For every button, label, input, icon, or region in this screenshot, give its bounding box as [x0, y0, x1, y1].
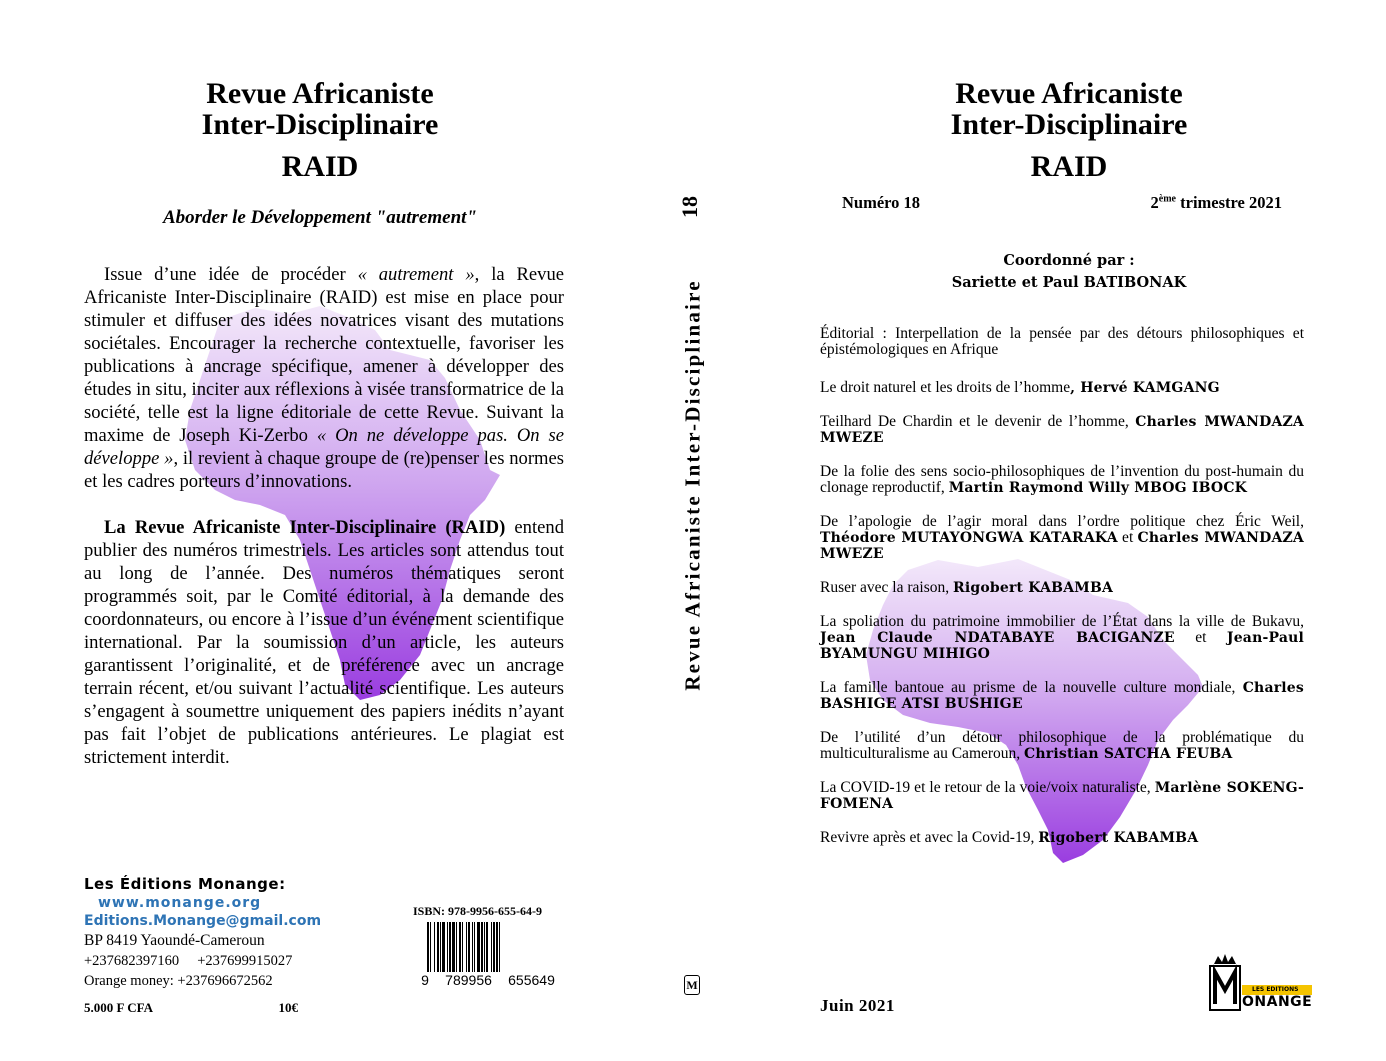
toc-item — [820, 730, 1304, 762]
para1-text-2: , la Revue Africaniste Inter-Disciplinaire (RAID) est mise en place pour stimuler et diffuser des idées novatrices visant des mutations sociétales. Encourager la recherche contextuelle, favoriser les publications à ancrage spécifique, amener à développer des études in situ, inciter aux réflexions à visée transformatrice de la société, telle est la ligne éditoriale de cette Revue. Suivant la maxime de Joseph Ki-Zerbo — [84, 264, 565, 446]
quarter-sup: ème — [1158, 193, 1176, 205]
publisher-phone-2: +237699915027 — [197, 953, 293, 969]
para2-journal-name: La Revue Africaniste Inter-Disciplinaire (RAID) — [104, 517, 506, 538]
toc-item — [820, 464, 1304, 496]
back-description-paragraph — [84, 263, 564, 493]
spine-title: Revue Africaniste Inter-Disciplinaire — [680, 279, 705, 691]
publisher-website-link[interactable]: www.monange.org — [98, 895, 262, 911]
front-title-line1: Revue Africaniste — [955, 77, 1183, 110]
publication-date: Juin 2021 — [820, 996, 895, 1015]
toc-title: Ruser avec la raison, — [820, 579, 953, 596]
publisher-orange-money: Orange money: +237696672562 — [84, 973, 273, 989]
toc-item — [820, 680, 1304, 712]
toc-title: La famille bantoue au prisme de la nouvelle culture mondiale, — [820, 679, 1243, 696]
toc-title: De l’apologie de l’agir moral dans l’ordre politique chez Éric Weil, — [820, 513, 1304, 530]
quarter-rest: trimestre 2021 — [1176, 193, 1282, 212]
toc-title: La spoliation du patrimoine immobilier de l’État dans la ville de Bukavu, — [820, 613, 1304, 630]
coordinators-names: Sariette et Paul BATIBONAK — [951, 274, 1187, 291]
toc-title: Revivre après et avec la Covid-19, — [820, 829, 1039, 846]
para2-text: entend publier des numéros trimestriels. Les articles sont attendus tout au long de l’année. Des numéros thématiques seront programmés soit, par le Comité éditorial, à la demande des coordonnateurs, ou encore à l’issue d’un événement scientifique international. Par la soumission d’un article, les auteurs garantissent l’originalité, et de préférence avec un ancrage terrain récent, et/ou suivant l’actualité scientifique. Les auteurs s’engagent à soumettre uniquement des papiers inédits n’ayant pas fait l’objet de publications antérieures. Le plagiat est strictement interdit. — [84, 517, 564, 768]
price-row — [84, 1000, 298, 1016]
back-title-line2: Inter-Disciplinaire — [201, 108, 439, 141]
coordinators-label: Coordonné par : — [1003, 252, 1135, 269]
toc-item — [820, 614, 1304, 662]
toc-item — [820, 380, 1304, 396]
toc-author: Charles MWANDAZA MWEZE — [820, 414, 1304, 446]
toc-author: Charles MWANDAZA MWEZE — [820, 530, 1304, 562]
toc-title: La COVID-19 et le retour de la voie/voix naturaliste, — [820, 779, 1155, 796]
issue-quarter — [1151, 193, 1282, 213]
issue-info-row — [842, 193, 1282, 213]
toc-author: Jean-Paul BYAMUNGU MIHIGO — [820, 630, 1304, 662]
para1-text: Issue d’une idée de procéder — [104, 264, 358, 285]
back-title-acronym: RAID — [281, 150, 359, 183]
back-journal-title — [150, 78, 490, 184]
para1-quote: « autrement » — [357, 264, 475, 285]
toc-item — [820, 514, 1304, 562]
toc-author: Charles BASHIGE ATSI BUSHIGE — [820, 680, 1304, 712]
toc-editorial — [820, 326, 1304, 358]
toc-author: , Hervé KAMGANG — [1070, 380, 1220, 396]
toc-item — [820, 780, 1304, 812]
barcode-digit-prefix: 9 — [421, 972, 429, 988]
para1-text-3: , il revient à chaque groupe de (re)penser les normes et les cadres porteurs d’innovations. — [84, 448, 564, 492]
toc-author: Rigobert KABAMBA — [953, 580, 1114, 596]
isbn-label: ISBN: 978-9956-655-64-9 — [413, 904, 542, 918]
back-title-line1: Revue Africaniste — [206, 77, 434, 110]
barcode-digits — [413, 972, 563, 988]
spine-issue-number: 18 — [677, 196, 702, 218]
toc-title: De la folie des sens socio-philosophiques de l’invention du post-humain du clonage reproductif, — [820, 463, 1304, 496]
table-of-contents — [820, 326, 1304, 864]
back-tagline: Aborder le Développement "autrement" — [163, 207, 477, 228]
toc-author: Martin Raymond Willy MBOG IBOCK — [948, 480, 1248, 496]
publisher-block — [84, 875, 322, 990]
para1-maxim: « On ne développe pas. On se développe » — [84, 425, 564, 469]
publisher-name: Les Éditions Monange: — [84, 875, 286, 893]
toc-item — [820, 414, 1304, 446]
price-fcfa: 5.000 F CFA — [84, 1000, 153, 1015]
toc-author: Théodore MUTAYONGWA KATARAKA — [820, 530, 1118, 546]
toc-title: et — [1117, 529, 1138, 546]
toc-title: Éditorial : Interpellation de la pensée par des détours philosophiques et épistémologiques en Afrique — [820, 325, 1304, 358]
toc-title: Le droit naturel et les droits de l’homme — [820, 379, 1071, 396]
toc-title: De l’utilité d’un détour philosophique de la problématique du multiculturalisme au Cameroun, — [820, 729, 1304, 762]
issue-number: Numéro 18 — [842, 193, 921, 212]
toc-author: Rigobert KABAMBA — [1038, 830, 1199, 846]
toc-author: Jean Claude NDATABAYE BACIGANZE — [820, 630, 1175, 646]
barcode-digit-group2: 655649 — [508, 972, 555, 988]
publisher-address: BP 8419 Yaoundé-Cameroun — [84, 932, 265, 949]
back-policy-paragraph — [84, 516, 564, 769]
toc-author: Marlène SOKENG-FOMENA — [820, 780, 1304, 812]
quarter-num: 2 — [1150, 193, 1159, 212]
publisher-email-link[interactable]: Editions.Monange@gmail.com — [84, 913, 322, 929]
logo-small-text: LES EDITIONS — [1252, 986, 1299, 993]
publisher-phone-1: +237682397160 — [84, 953, 180, 969]
toc-title: Teilhard De Chardin et le devenir de l’homme, — [820, 413, 1136, 430]
toc-author: Christian SATCHA FEUBA — [1024, 746, 1233, 762]
toc-title: et — [1174, 629, 1227, 646]
spine-logo-icon: M — [684, 975, 700, 995]
publisher-phones — [84, 953, 314, 970]
coordinators-block — [899, 250, 1239, 294]
barcode-digit-group1: 789956 — [445, 972, 492, 988]
front-journal-title — [899, 78, 1239, 184]
price-eur: 10€ — [278, 1000, 298, 1015]
monange-logo — [1208, 952, 1320, 1012]
logo-main-text: ONANGE — [1242, 994, 1313, 1010]
toc-item — [820, 580, 1304, 596]
toc-item — [820, 830, 1304, 846]
front-title-line2: Inter-Disciplinaire — [950, 108, 1188, 141]
front-title-acronym: RAID — [1030, 150, 1108, 183]
